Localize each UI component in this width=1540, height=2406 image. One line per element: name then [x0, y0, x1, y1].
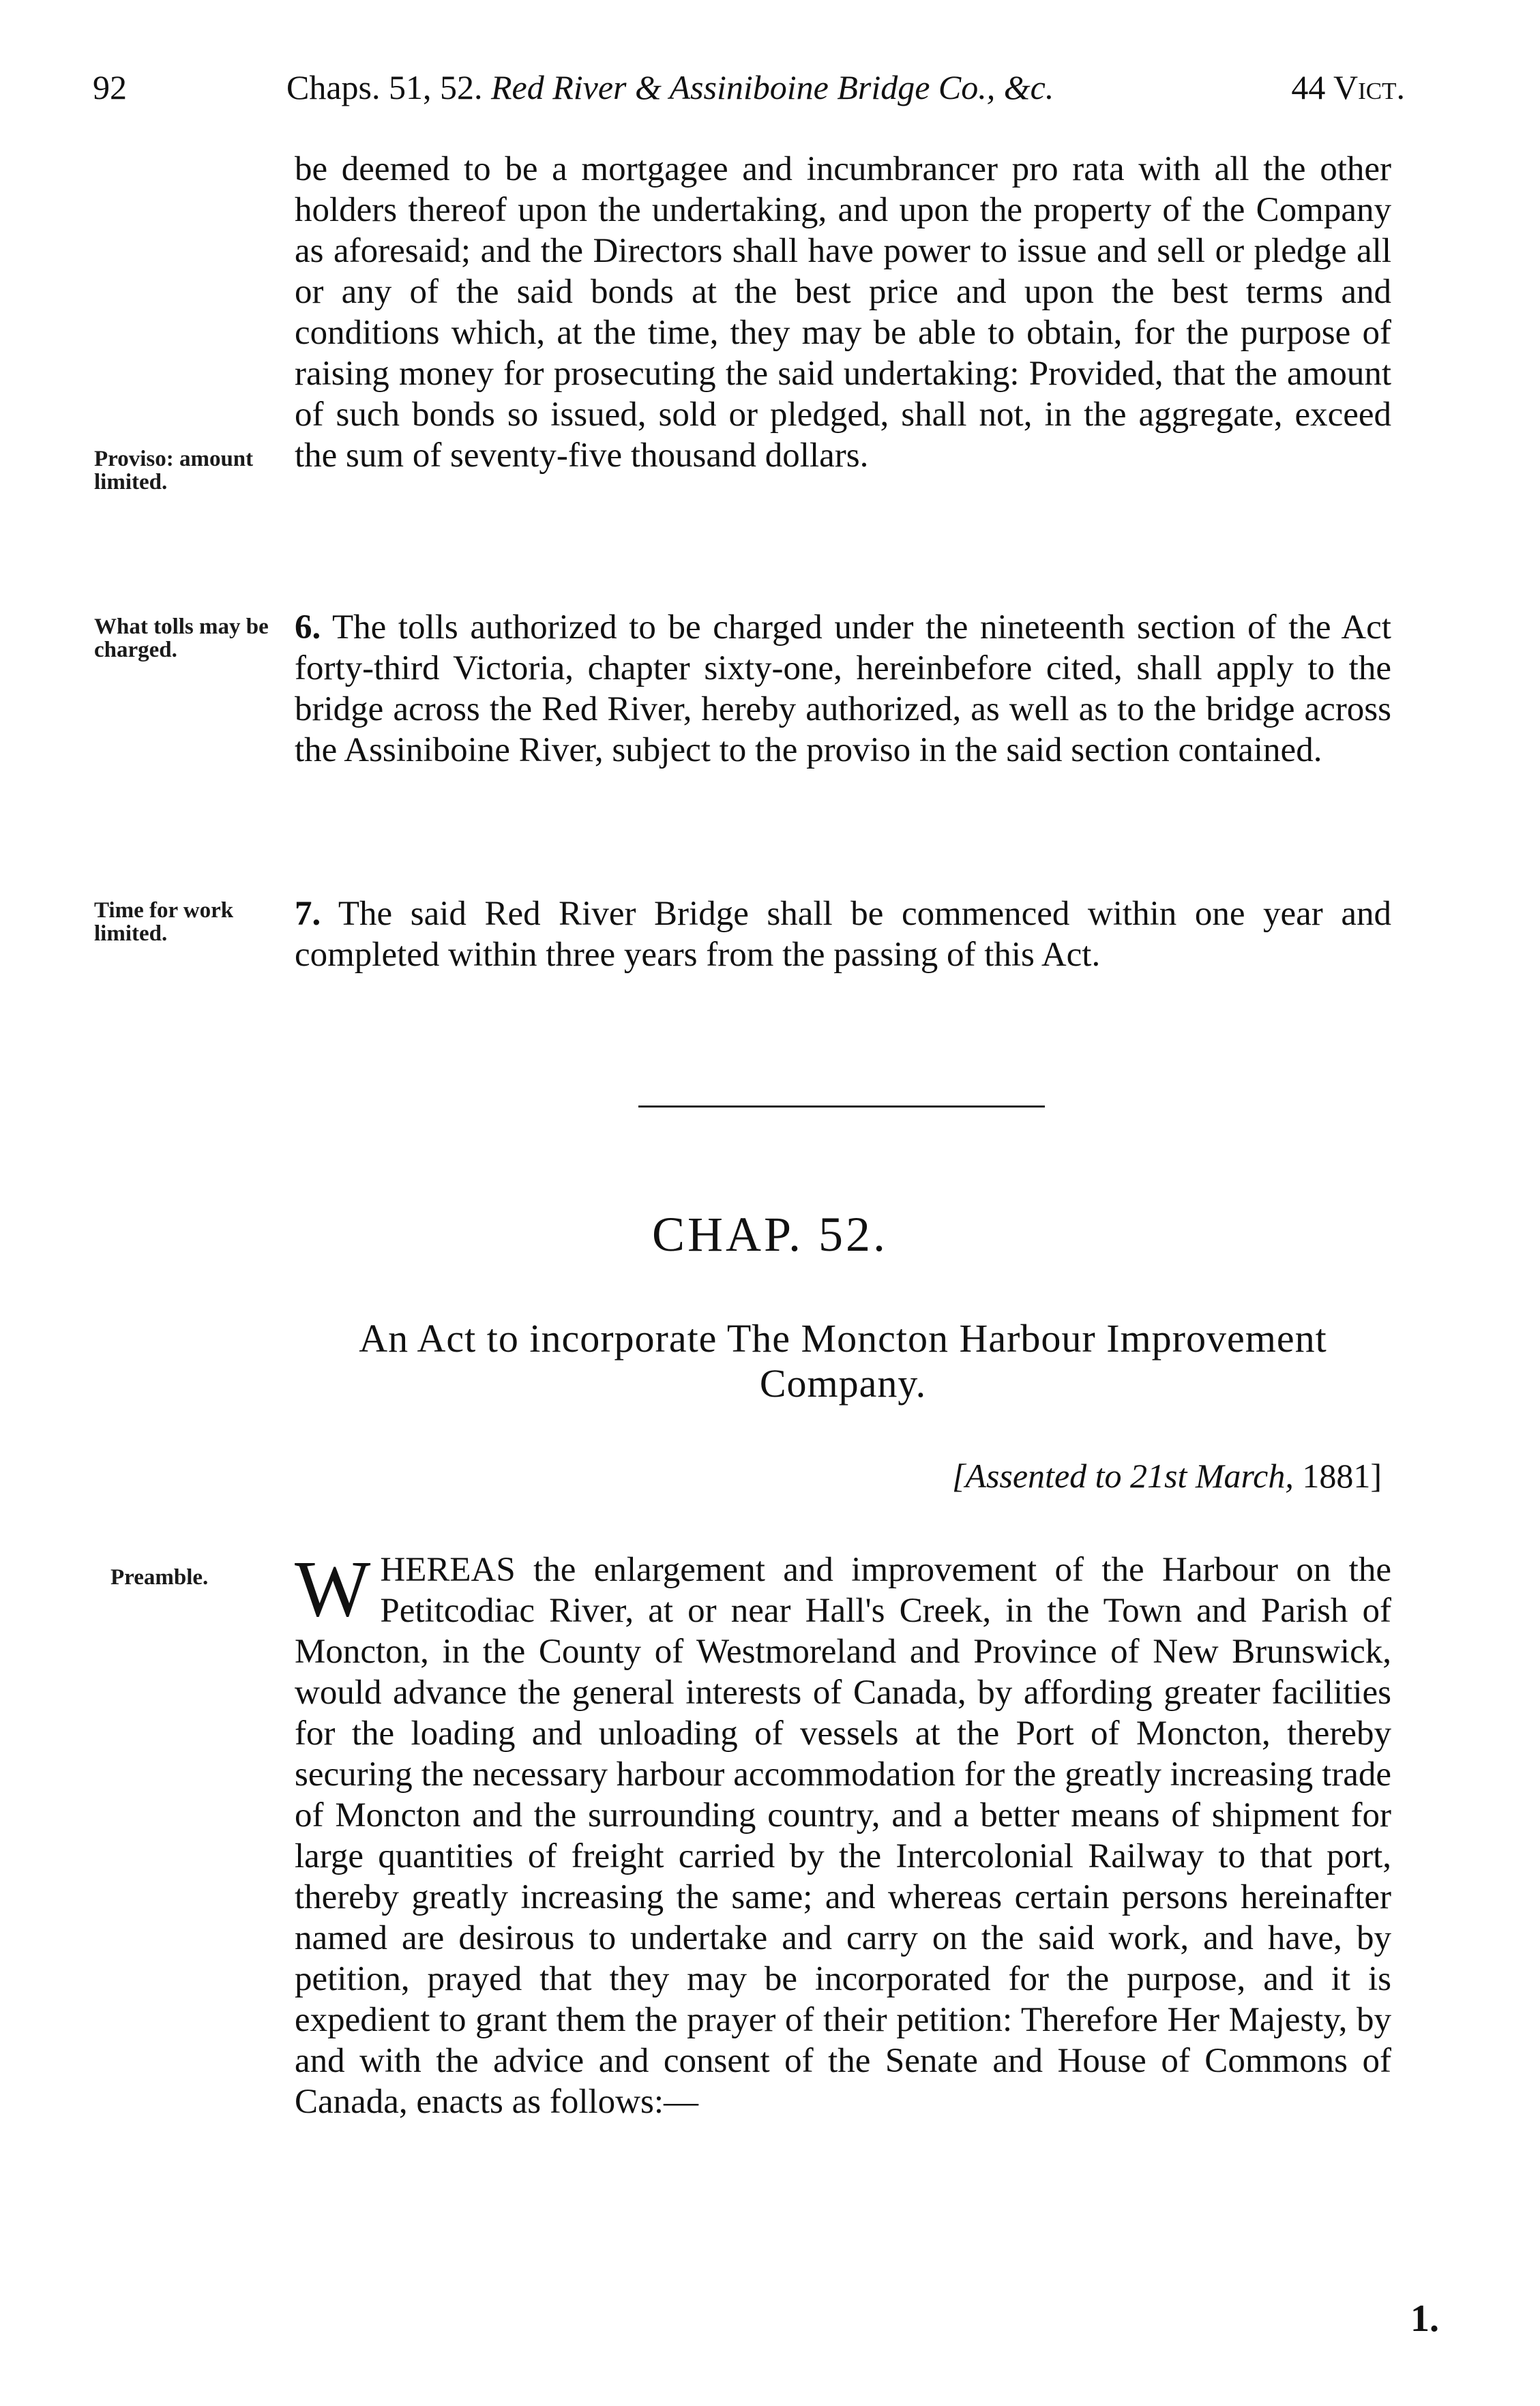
- running-prefix: Chaps. 51, 52.: [286, 68, 483, 106]
- running-act-title: Red River & Assiniboine Bridge Co., &c.: [491, 68, 1054, 106]
- act-title: An Act to incorporate The Moncton Harbour Improvement Company.: [359, 1316, 1327, 1406]
- section-7-paragraph: [295, 893, 1391, 975]
- assent-line: [952, 1455, 1382, 1496]
- section-divider: [638, 1105, 1045, 1108]
- section-7-number: 7.: [295, 895, 321, 933]
- assent-year: 1881]: [1302, 1457, 1382, 1495]
- drop-cap: W: [295, 1544, 371, 1633]
- section-6: [295, 607, 1391, 771]
- section-7-text: The said Red River Bridge shall be commenced within one year and completed within three years from the passing of this Act.: [295, 895, 1391, 974]
- running-title: [286, 60, 1054, 115]
- section-6-number: 6.: [295, 608, 321, 647]
- continuation-paragraph: be deemed to be a mortgagee and incumbrancer pro rata with all the other holders thereof upon the undertaking, and upon the property of the Company as aforesaid; and the Directors shall have power to issue and sell or pledge all or any of the said bonds at the best price and upon the best terms and conditions which, at the time, they may be able to obtain, for the purpose of raising money for prosecuting the said undertaking: Provided, that the amount of such bonds so issued, sold or pledged, shall not, in the aggregate, exceed the sum of seventy-five thousand dollars.: [295, 150, 1391, 475]
- preamble: [295, 1544, 1391, 2122]
- margin-note-preamble: Preamble.: [110, 1565, 209, 1590]
- margin-note-tolls: What tolls may be charged.: [94, 614, 269, 662]
- chapter-heading: CHAP. 52.: [651, 1207, 889, 1262]
- margin-note-time: Time for work limited.: [94, 898, 234, 946]
- catchword: 1.: [1410, 2298, 1439, 2340]
- running-header: [68, 60, 1405, 115]
- page-number: 92: [93, 68, 127, 106]
- margin-note-proviso: Proviso: amount limited.: [94, 447, 254, 494]
- section-6-text: The tolls authorized to be charged under the nineteenth section of the Act forty-third Victoria, chapter sixty-one, hereinbefore cited, shall apply to the bridge across the Red River, hereby authorized, as well as to the bridge across the Assiniboine River, subject to the proviso in the said section contained.: [295, 608, 1391, 769]
- assent-date: [Assented to 21st March,: [951, 1457, 1294, 1495]
- regnal-year: 44 Vict.: [1291, 68, 1405, 106]
- preamble-paragraph: [295, 1544, 1391, 2122]
- section-6-paragraph: [295, 607, 1391, 771]
- preamble-text: HEREAS the enlargement and improvement of the Harbour on the Petitcodiac River, at or near Hall's Creek, in the Town and Parish of Moncton, in the County of Westmoreland and Province of New Brunswick, would advance the general interests of Canada, by affording greater facilities for the loading and unloading of vessels at the Port of Moncton, thereby securing the necessary harbour accommodation for the greatly increasing trade of Moncton and the surrounding country, and a better means of shipment for large quantities of freight carried by the Intercolonial Railway to that port, thereby greatly increasing the same; and whereas certain persons hereinafter named are desirous to undertake and carry on the said work, and have, by petition, prayed that they may be incorporated for the purpose, and it is expedient to grant them the prayer of their petition: Therefore Her Majesty, by and with the advice and consent of the Senate and House of Commons of Canada, enacts as follows:—: [295, 1551, 1391, 2121]
- section-7: [295, 893, 1391, 975]
- chap51-continuation: [295, 149, 1391, 476]
